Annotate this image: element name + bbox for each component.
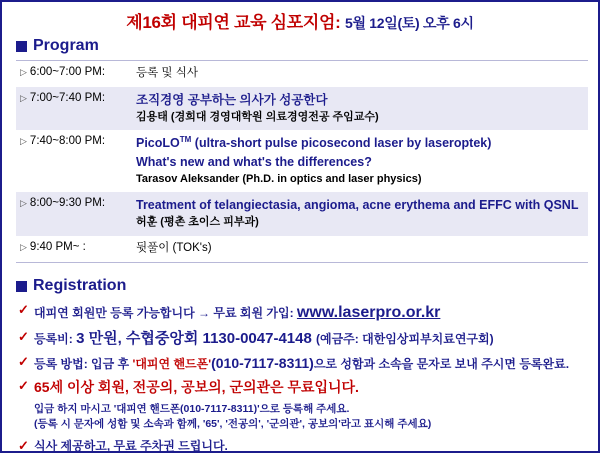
program-time: ▷ 6:00~7:00 PM: xyxy=(20,66,106,78)
table-row xyxy=(16,192,588,236)
triangle-right-icon: ▷ xyxy=(20,136,27,147)
program-speaker: Tarasov Aleksander (Ph.D. in optics and laser physics) xyxy=(136,172,422,185)
website-link[interactable]: www.laserpro.or.kr xyxy=(296,304,441,322)
registration-list xyxy=(18,302,590,455)
program-table xyxy=(16,60,588,263)
square-bullet-icon xyxy=(16,41,27,52)
square-bullet-icon xyxy=(16,281,27,292)
registration-note-2: (등록 시 문자에 성함 및 소속과 함께, '65', '전공의', '군의관', 공보의'라고 표시해 주세요) xyxy=(34,417,432,430)
program-heading xyxy=(2,35,598,58)
list-item xyxy=(18,354,590,373)
program-time: ▷ 7:40~8:00 PM: xyxy=(20,135,106,148)
page-title xyxy=(2,2,598,35)
program-body xyxy=(134,87,588,131)
registration-method: 등록 방법: 입금 후 '대피연 핸드폰'(010-7117-8311)으로 성함과 소속을 문자로 보내 주시면 등록완료. xyxy=(34,354,570,371)
list-item xyxy=(18,329,590,349)
table-row xyxy=(16,130,588,192)
program-speaker: 김용태 (경희대 경영대학원 의료경영전공 주임교수) xyxy=(136,110,379,123)
program-time: ▷ 9:40 PM~ : xyxy=(20,240,86,253)
program-line: PicoLO™ (ultra-short pulse picosecond laser by laseroptek) xyxy=(136,135,492,151)
program-line: Treatment of telangiectasia, angioma, acne erythema and EFFC with QSNL xyxy=(136,198,579,213)
title-main: 제16회 대피연 교육 심포지엄: xyxy=(126,13,341,32)
registration-free-notice: 65세 이상 회원, 전공의, 공보의, 군의관은 무료입니다. xyxy=(34,378,359,395)
registration-membership: 대피연 회원만 등록 가능합니다 → 무료 회원 가입: www.laserpro.or.kr xyxy=(34,304,441,322)
list-item xyxy=(18,438,590,455)
registration-meal-parking: 식사 제공하고, 무료 주차권 드립니다. xyxy=(34,439,228,454)
check-mark-icon: ✓ xyxy=(18,302,29,318)
program-time: ▷ 8:00~9:30 PM: xyxy=(20,197,106,210)
program-line: 조직경영 공부하는 의사가 성공한다 xyxy=(136,92,328,107)
program-time: ▷ 7:00~7:40 PM: xyxy=(20,91,106,104)
registration-fee: 등록비: 3 만원, 수협중앙회 1130-0047-4148 (예금주: 대한임상피부치료연구회) xyxy=(34,329,494,347)
table-row xyxy=(16,236,588,262)
registration-heading xyxy=(2,275,598,298)
title-sub: 5월 12일(토) 오후 6시 xyxy=(344,15,474,31)
program-line: What's new and what's the differences? xyxy=(136,154,372,169)
program-body xyxy=(134,236,588,262)
program-heading-label: Program xyxy=(33,37,99,54)
program-body xyxy=(134,130,588,192)
check-mark-icon: ✓ xyxy=(18,438,29,454)
program-line: 뒷풀이 (TOK's) xyxy=(136,241,212,254)
triangle-right-icon: ▷ xyxy=(20,198,27,209)
check-mark-icon: ✓ xyxy=(18,353,29,369)
triangle-right-icon: ▷ xyxy=(20,67,27,77)
table-row xyxy=(16,61,588,87)
check-mark-icon: ✓ xyxy=(18,377,29,393)
list-item xyxy=(18,378,590,397)
registration-heading-label: Registration xyxy=(33,277,127,295)
triangle-right-icon: ▷ xyxy=(20,241,27,252)
program-line: 등록 및 식사 xyxy=(136,67,198,79)
table-row xyxy=(16,87,588,131)
check-mark-icon: ✓ xyxy=(18,328,29,344)
program-speaker: 허훈 (평촌 초이스 피부과) xyxy=(136,216,259,229)
registration-note-1: 입금 하지 마시고 '대피연 핸드폰(010-7117-8311)'으로 등록해 주세요. xyxy=(34,402,350,415)
list-item xyxy=(18,302,590,324)
program-body xyxy=(134,61,588,87)
program-body xyxy=(134,192,588,236)
triangle-right-icon: ▷ xyxy=(20,92,27,103)
